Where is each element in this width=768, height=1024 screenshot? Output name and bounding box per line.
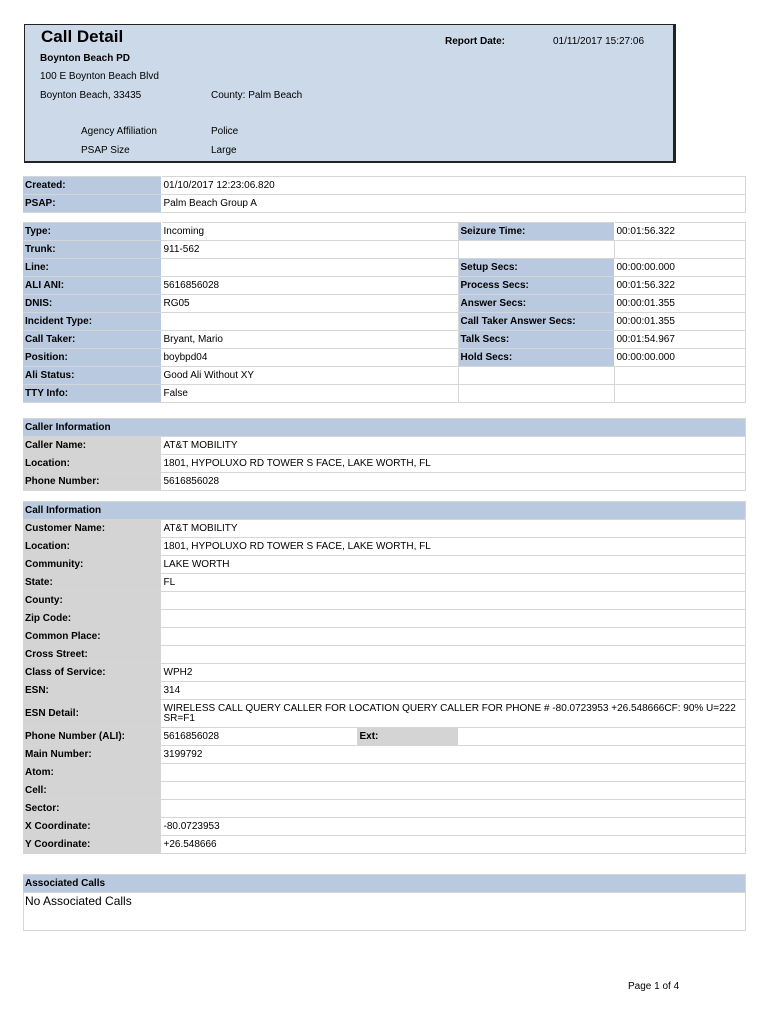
report-date-label: Report Date: [445,36,506,47]
call-field-value [161,259,458,277]
table-row [23,764,746,782]
call-field-label: Type: [23,223,161,241]
call-info-value: AT&T MOBILITY [161,520,746,538]
call-info-value: FL [161,574,746,592]
call-timing-value: 00:00:00.000 [614,349,746,367]
associated-calls-heading: Associated Calls [23,875,746,893]
associated-calls-text: No Associated Calls [23,893,746,931]
psap-size-label: PSAP Size [81,145,130,156]
table-row [23,277,746,295]
page-number: Page 1 of 4 [628,981,680,992]
call-info-value [161,592,746,610]
call-info-value: 1801, HYPOLUXO RD TOWER S FACE, LAKE WORTH, FL [161,538,746,556]
call-timing-label [458,367,614,385]
call-field-value: Good Ali Without XY [161,367,458,385]
table-row [23,385,746,403]
call-info-value [161,610,746,628]
table-row [23,746,746,764]
table-row [23,646,746,664]
table-row [23,782,746,800]
report-header [24,24,676,163]
table-row [23,628,746,646]
call-field-label: Ali Status: [23,367,161,385]
call-info-label: Common Place: [23,628,161,646]
call-timing-value: 00:01:56.322 [614,223,746,241]
call-field-label: TTY Info: [23,385,161,403]
table-row [23,223,746,241]
associated-calls-table [23,874,746,893]
table-row [23,610,746,628]
call-field-value: RG05 [161,295,458,313]
call-field-label: Incident Type: [23,313,161,331]
table-row [23,295,746,313]
caller-field-label: Location: [23,455,161,473]
call-timing-label: Call Taker Answer Secs: [458,313,614,331]
call-info-value: 314 [161,682,746,700]
call-info-label: Cell: [23,782,161,800]
call-timing-label: Process Secs: [458,277,614,295]
call-info-label: State: [23,574,161,592]
caller-field-value: 5616856028 [161,473,746,491]
table-row [23,728,746,746]
table-row [23,800,746,818]
agency-address-line2: Boynton Beach, 33435 [40,90,142,101]
call-info-label: Class of Service: [23,664,161,682]
call-info-label: X Coordinate: [23,818,161,836]
call-field-value: Incoming [161,223,458,241]
call-details-table [23,222,746,403]
agency-address-line1: 100 E Boynton Beach Blvd [40,71,159,82]
call-info-value: -80.0723953 [161,818,746,836]
caller-field-label: Caller Name: [23,437,161,455]
agency-affiliation-value: Police [211,126,239,137]
call-field-value: 911-562 [161,241,458,259]
call-timing-value: 00:01:56.322 [614,277,746,295]
call-field-label: Position: [23,349,161,367]
call-info-value: +26.548666 [161,836,746,854]
call-field-value: Bryant, Mario [161,331,458,349]
call-info-label: Customer Name: [23,520,161,538]
psap-size-value: Large [211,145,237,156]
call-timing-value: 00:00:01.355 [614,313,746,331]
call-timing-label: Talk Secs: [458,331,614,349]
call-field-label: ALI ANI: [23,277,161,295]
phone-ali-label: Phone Number (ALI): [23,728,161,746]
call-info-label: Main Number: [23,746,161,764]
table-row [23,349,746,367]
call-info-label: County: [23,592,161,610]
call-field-value: boybpd04 [161,349,458,367]
table-row [23,241,746,259]
ext-label: Ext: [357,728,458,746]
call-info-label: Community: [23,556,161,574]
table-row [23,419,746,437]
call-info-label: ESN Detail: [23,700,161,728]
table-row [23,700,746,728]
caller-field-label: Phone Number: [23,473,161,491]
caller-field-value: 1801, HYPOLUXO RD TOWER S FACE, LAKE WORTH, FL [161,455,746,473]
call-field-label: Trunk: [23,241,161,259]
psap-label: PSAP: [23,195,161,213]
call-info-label: ESN: [23,682,161,700]
call-info-label: Y Coordinate: [23,836,161,854]
table-row [23,664,746,682]
table-row [23,818,746,836]
call-field-label: Line: [23,259,161,277]
caller-information-heading: Caller Information [23,419,746,437]
ext-value [458,728,746,746]
created-value: 01/10/2017 12:23:06.820 [161,177,746,195]
call-timing-label: Answer Secs: [458,295,614,313]
table-row [23,875,746,893]
call-info-label: Sector: [23,800,161,818]
call-timing-value: 00:01:54.967 [614,331,746,349]
call-info-value: WIRELESS CALL QUERY CALLER FOR LOCATION QUERY CALLER FOR PHONE # -80.0723953 +26.548666CF: 90% U=222 SR=F1 [161,700,746,728]
call-info-value [161,800,746,818]
table-row [23,331,746,349]
table-row [23,520,746,538]
call-info-label: Zip Code: [23,610,161,628]
table-row [23,367,746,385]
call-information-table [23,501,746,854]
agency-county: County: Palm Beach [211,90,303,101]
table-row [23,177,746,195]
call-info-label: Cross Street: [23,646,161,664]
call-field-value: 5616856028 [161,277,458,295]
call-info-value [161,782,746,800]
caller-information-table [23,418,746,491]
agency-name: Boynton Beach PD [40,53,131,64]
call-info-value [161,764,746,782]
call-field-value [161,313,458,331]
call-info-value: LAKE WORTH [161,556,746,574]
call-timing-label: Hold Secs: [458,349,614,367]
table-row [23,455,746,473]
table-row [23,313,746,331]
table-row [23,682,746,700]
table-row [23,259,746,277]
call-timing-value: 00:00:00.000 [614,259,746,277]
call-timing-label [458,385,614,403]
call-information-heading: Call Information [23,502,746,520]
table-row [23,538,746,556]
table-row [23,836,746,854]
call-field-value: False [161,385,458,403]
table-row [23,473,746,491]
call-timing-label: Setup Secs: [458,259,614,277]
report-title: Call Detail [41,27,124,46]
call-info-value [161,646,746,664]
psap-value: Palm Beach Group A [161,195,746,213]
report-date-value: 01/11/2017 15:27:06 [553,36,645,47]
call-timing-label: Seizure Time: [458,223,614,241]
call-timing-value [614,241,746,259]
phone-ali-value: 5616856028 [161,728,357,746]
call-info-label: Atom: [23,764,161,782]
table-row [23,574,746,592]
call-timing-value: 00:00:01.355 [614,295,746,313]
call-info-value: 3199792 [161,746,746,764]
created-label: Created: [23,177,161,195]
call-info-value [161,628,746,646]
call-timing-value [614,367,746,385]
table-row [23,502,746,520]
table-row [23,592,746,610]
agency-affiliation-label: Agency Affiliation [81,126,157,137]
call-timing-value [614,385,746,403]
table-row [23,195,746,213]
table-row [23,556,746,574]
call-field-label: Call Taker: [23,331,161,349]
call-field-label: DNIS: [23,295,161,313]
table-row [23,437,746,455]
call-info-value: WPH2 [161,664,746,682]
call-info-label: Location: [23,538,161,556]
created-table [23,176,746,213]
call-timing-label [458,241,614,259]
caller-field-value: AT&T MOBILITY [161,437,746,455]
